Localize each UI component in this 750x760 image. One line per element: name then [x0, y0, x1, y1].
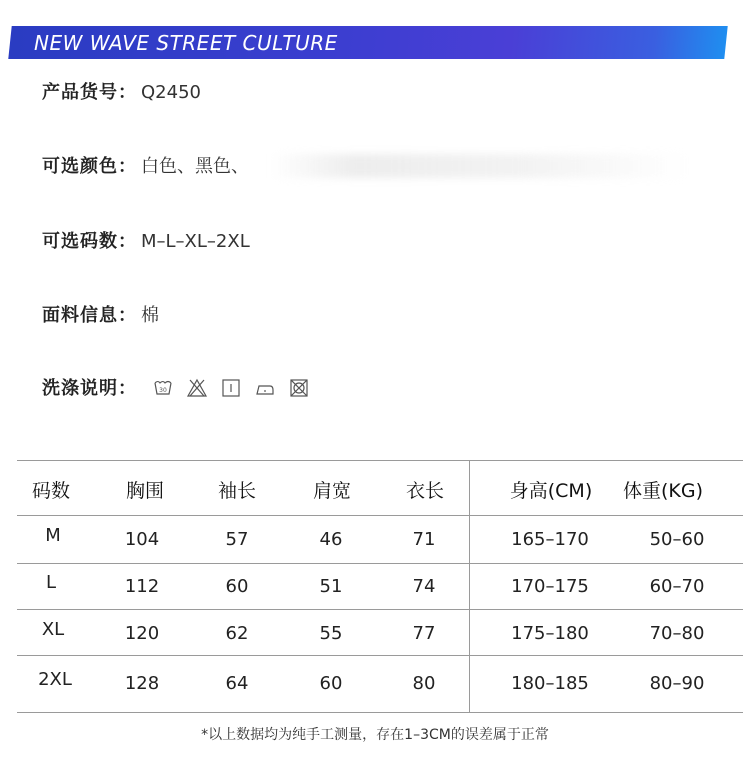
table-cell: 112 — [124, 576, 160, 597]
table-cell: 62 — [225, 623, 249, 644]
table-header-cell: 肩宽 — [312, 480, 351, 502]
info-label: 产品货号： — [42, 82, 137, 103]
svg-text:30: 30 — [159, 387, 167, 394]
info-value: Q2450 — [141, 82, 201, 103]
table-header-cell: 身高(CM) — [509, 480, 593, 502]
size-table — [17, 460, 743, 713]
table-cell: 60 — [225, 576, 249, 597]
table-cell: 170–175 — [511, 576, 589, 597]
info-row-item-number — [42, 80, 201, 106]
table-cell: 71 — [412, 529, 436, 550]
table-cell: 55 — [319, 623, 343, 644]
info-label: 洗涤说明： — [42, 378, 137, 399]
info-value: 棉 — [141, 305, 159, 326]
iron-low-icon — [254, 377, 276, 399]
table-cell: 60 — [319, 673, 343, 694]
table-cell: 70–80 — [649, 623, 705, 644]
info-row-washing — [42, 376, 137, 402]
info-label: 可选颜色： — [42, 156, 137, 177]
table-cell: 64 — [225, 673, 249, 694]
table-cell: 60–70 — [649, 576, 705, 597]
info-value: 白色、黑色、 — [141, 156, 249, 177]
table-cell: 80–90 — [649, 673, 705, 694]
table-cell: 77 — [412, 623, 436, 644]
info-row-sizes — [42, 229, 250, 255]
info-row-colors — [42, 154, 249, 180]
do-not-bleach-icon — [186, 377, 208, 399]
table-cell: 120 — [124, 623, 160, 644]
table-cell: 128 — [124, 673, 160, 694]
blurred-text — [270, 154, 690, 178]
care-icons — [152, 377, 310, 401]
info-row-fabric — [42, 303, 159, 329]
info-label: 可选码数： — [42, 231, 137, 252]
table-header-cell: 衣长 — [405, 480, 444, 502]
do-not-tumble-dry-icon — [288, 377, 310, 399]
table-cell: 80 — [412, 673, 436, 694]
table-cell: 175–180 — [511, 623, 589, 644]
size-label-cell: XL — [41, 619, 65, 640]
table-header-cell: 胸围 — [125, 480, 164, 502]
table-header-cell: 袖长 — [217, 480, 256, 502]
table-cell: 46 — [319, 529, 343, 550]
table-cell: 74 — [412, 576, 436, 597]
table-cell: 51 — [319, 576, 343, 597]
info-label: 面料信息： — [42, 305, 137, 326]
table-cell: 180–185 — [511, 673, 589, 694]
table-cell: 165–170 — [511, 529, 589, 550]
line-dry-icon — [220, 377, 242, 399]
measurement-note: *以上数据均为纯手工测量，存在1–3CM的误差属于正常 — [201, 727, 549, 743]
banner-title: NEW WAVE STREET CULTURE — [34, 31, 338, 55]
table-cell: 50–60 — [649, 529, 705, 550]
hand-wash-30-icon — [152, 377, 174, 399]
table-header-cell: 体重(KG) — [622, 480, 703, 502]
size-label-cell: M — [45, 525, 61, 546]
table-cell: 104 — [124, 529, 160, 550]
table-cell: 57 — [225, 529, 249, 550]
size-label-cell: L — [45, 572, 57, 593]
size-label-cell: 2XL — [38, 669, 72, 690]
info-value: M–L–XL–2XL — [141, 231, 250, 252]
table-header-cell: 码数 — [31, 480, 70, 502]
